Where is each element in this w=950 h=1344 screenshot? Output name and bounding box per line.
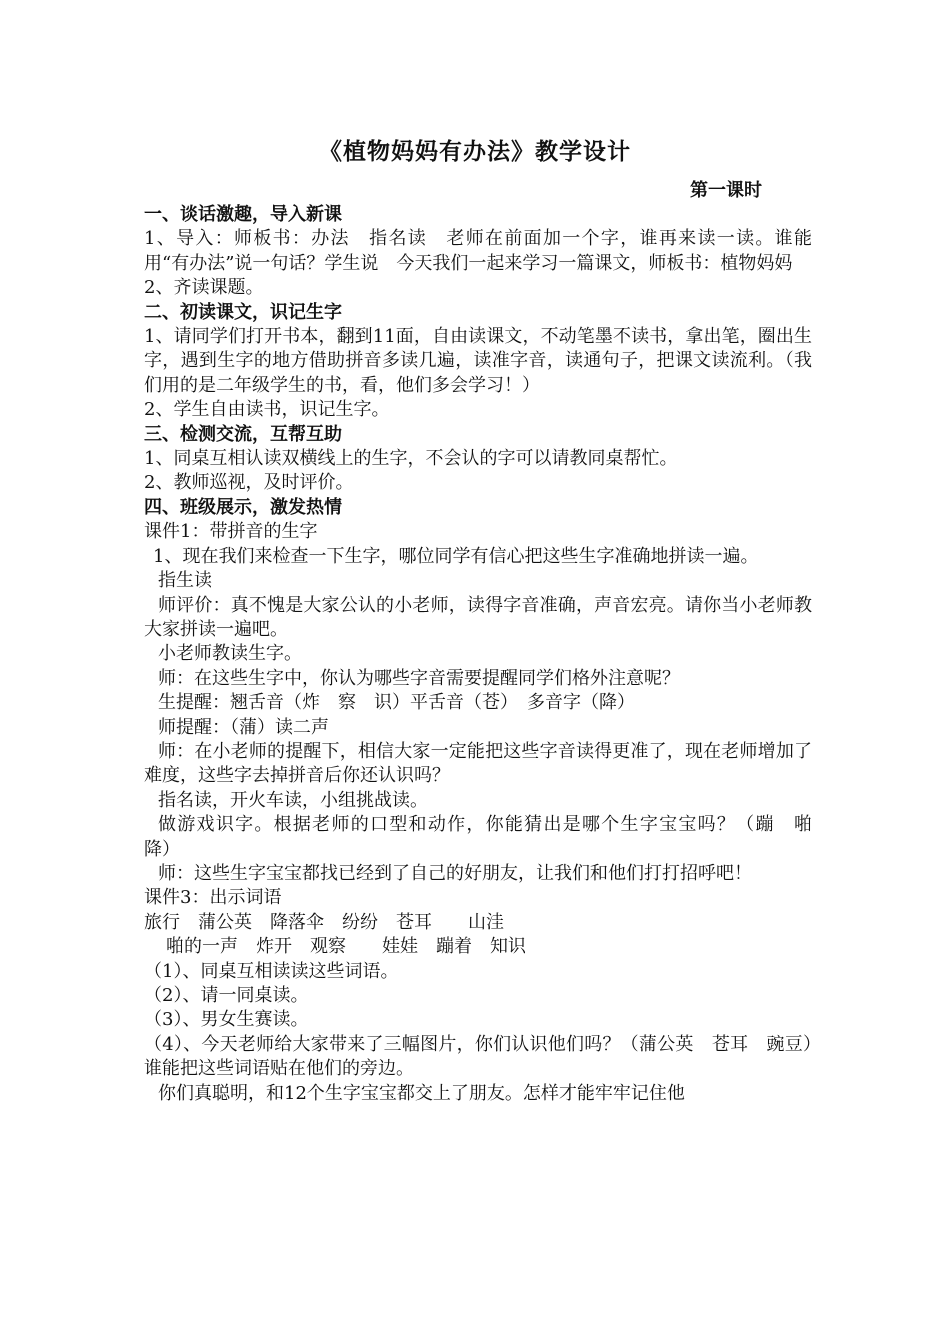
document-body <box>144 203 830 1106</box>
paragraph: 生提醒：翘舌音（炸 察 识）平舌音（苍） 多音字（降） <box>158 692 635 714</box>
paragraph: 课件1：带拼音的生字 <box>144 521 318 543</box>
paragraph: 2、学生自由读书，识记生字。 <box>144 399 390 421</box>
section-heading: 二、初读课文，识记生字 <box>144 301 342 323</box>
paragraph: 做游戏识字。根据老师的口型和动作，你能猜出是哪个生字宝宝吗？（蹦 啪 降） <box>144 814 830 860</box>
lesson-period: 第一课时 <box>690 180 762 201</box>
paragraph: 小老师教读生字。 <box>158 643 302 665</box>
paragraph: 师：在这些生字中，你认为哪些字音需要提醒同学们格外注意呢？ <box>158 667 680 689</box>
section-heading: 一、谈话激趣，导入新课 <box>144 204 342 225</box>
paragraph: 你们真聪明，和12个生字宝宝都交上了朋友。怎样才能牢牢记住他 <box>158 1082 685 1104</box>
paragraph: 1、请同学们打开书本，翻到11面，自由读课文，不动笔墨不读书，拿出笔，圈出生字，遇到生字的地方借助拼音多读几遍，读准字音，读通句子，把课文读流利。（我们用的是二年级学生的书，看，他们多会学习！） <box>144 326 812 396</box>
paragraph: 指名读，开火车读，小组挑战读。 <box>158 789 428 811</box>
paragraph: 师提醒：（蒲）读二声 <box>158 716 329 738</box>
section-heading: 三、检测交流，互帮互助 <box>144 423 342 445</box>
paragraph: （3）、男女生赛读。 <box>144 1009 309 1031</box>
paragraph: 旅行 蒲公英 降落伞 纷纷 苍耳 山洼 <box>144 911 504 933</box>
paragraph: 指生读 <box>158 570 212 592</box>
paragraph: 师：在小老师的提醒下，相信大家一定能把这些字音读得更准了，现在老师增加了难度，这些字去掉拼音后你还认识吗？ <box>144 740 812 787</box>
paragraph: 师：这些生字宝宝都找已经到了自己的好朋友，让我们和他们打打招呼吧！ <box>158 862 752 884</box>
paragraph: 2、教师巡视，及时评价。 <box>144 472 354 494</box>
paragraph: （1）、同桌互相读读这些词语。 <box>144 960 399 982</box>
paragraph: 1、导入：师板书：办法 指名读 老师在前面加一个字，谁再来读一读。谁能用“有办法”说一句话？学生说 今天我们一起来学习一篇课文，师板书：植物妈妈 <box>144 228 812 274</box>
paragraph: 1、现在我们来检查一下生字，哪位同学有信心把这些生字准确地拼读一遍。 <box>153 545 759 567</box>
paragraph: （4）、今天老师给大家带来了三幅图片，你们认识他们吗？（蒲公英 苍耳 豌豆）谁能把这些词语贴在他们的旁边。 <box>144 1033 812 1080</box>
paragraph: 课件3：出示词语 <box>144 887 282 909</box>
paragraph: （2）、请一同桌读。 <box>144 985 309 1006</box>
paragraph: 1、同桌互相认读双横线上的生字，不会认的字可以请教同桌帮忙。 <box>144 448 678 470</box>
paragraph: 啪的一声 炸开 观察 娃娃 蹦着 知识 <box>166 936 526 958</box>
paragraph: 2、齐读课题。 <box>144 277 264 299</box>
document-title: 《植物妈妈有办法》教学设计 <box>319 138 631 165</box>
section-heading: 四、班级展示，激发热情 <box>144 496 342 518</box>
paragraph: 师评价：真不愧是大家公认的小老师，读得字音准确，声音宏亮。请你当小老师教大家拼读一遍吧。 <box>144 594 812 640</box>
